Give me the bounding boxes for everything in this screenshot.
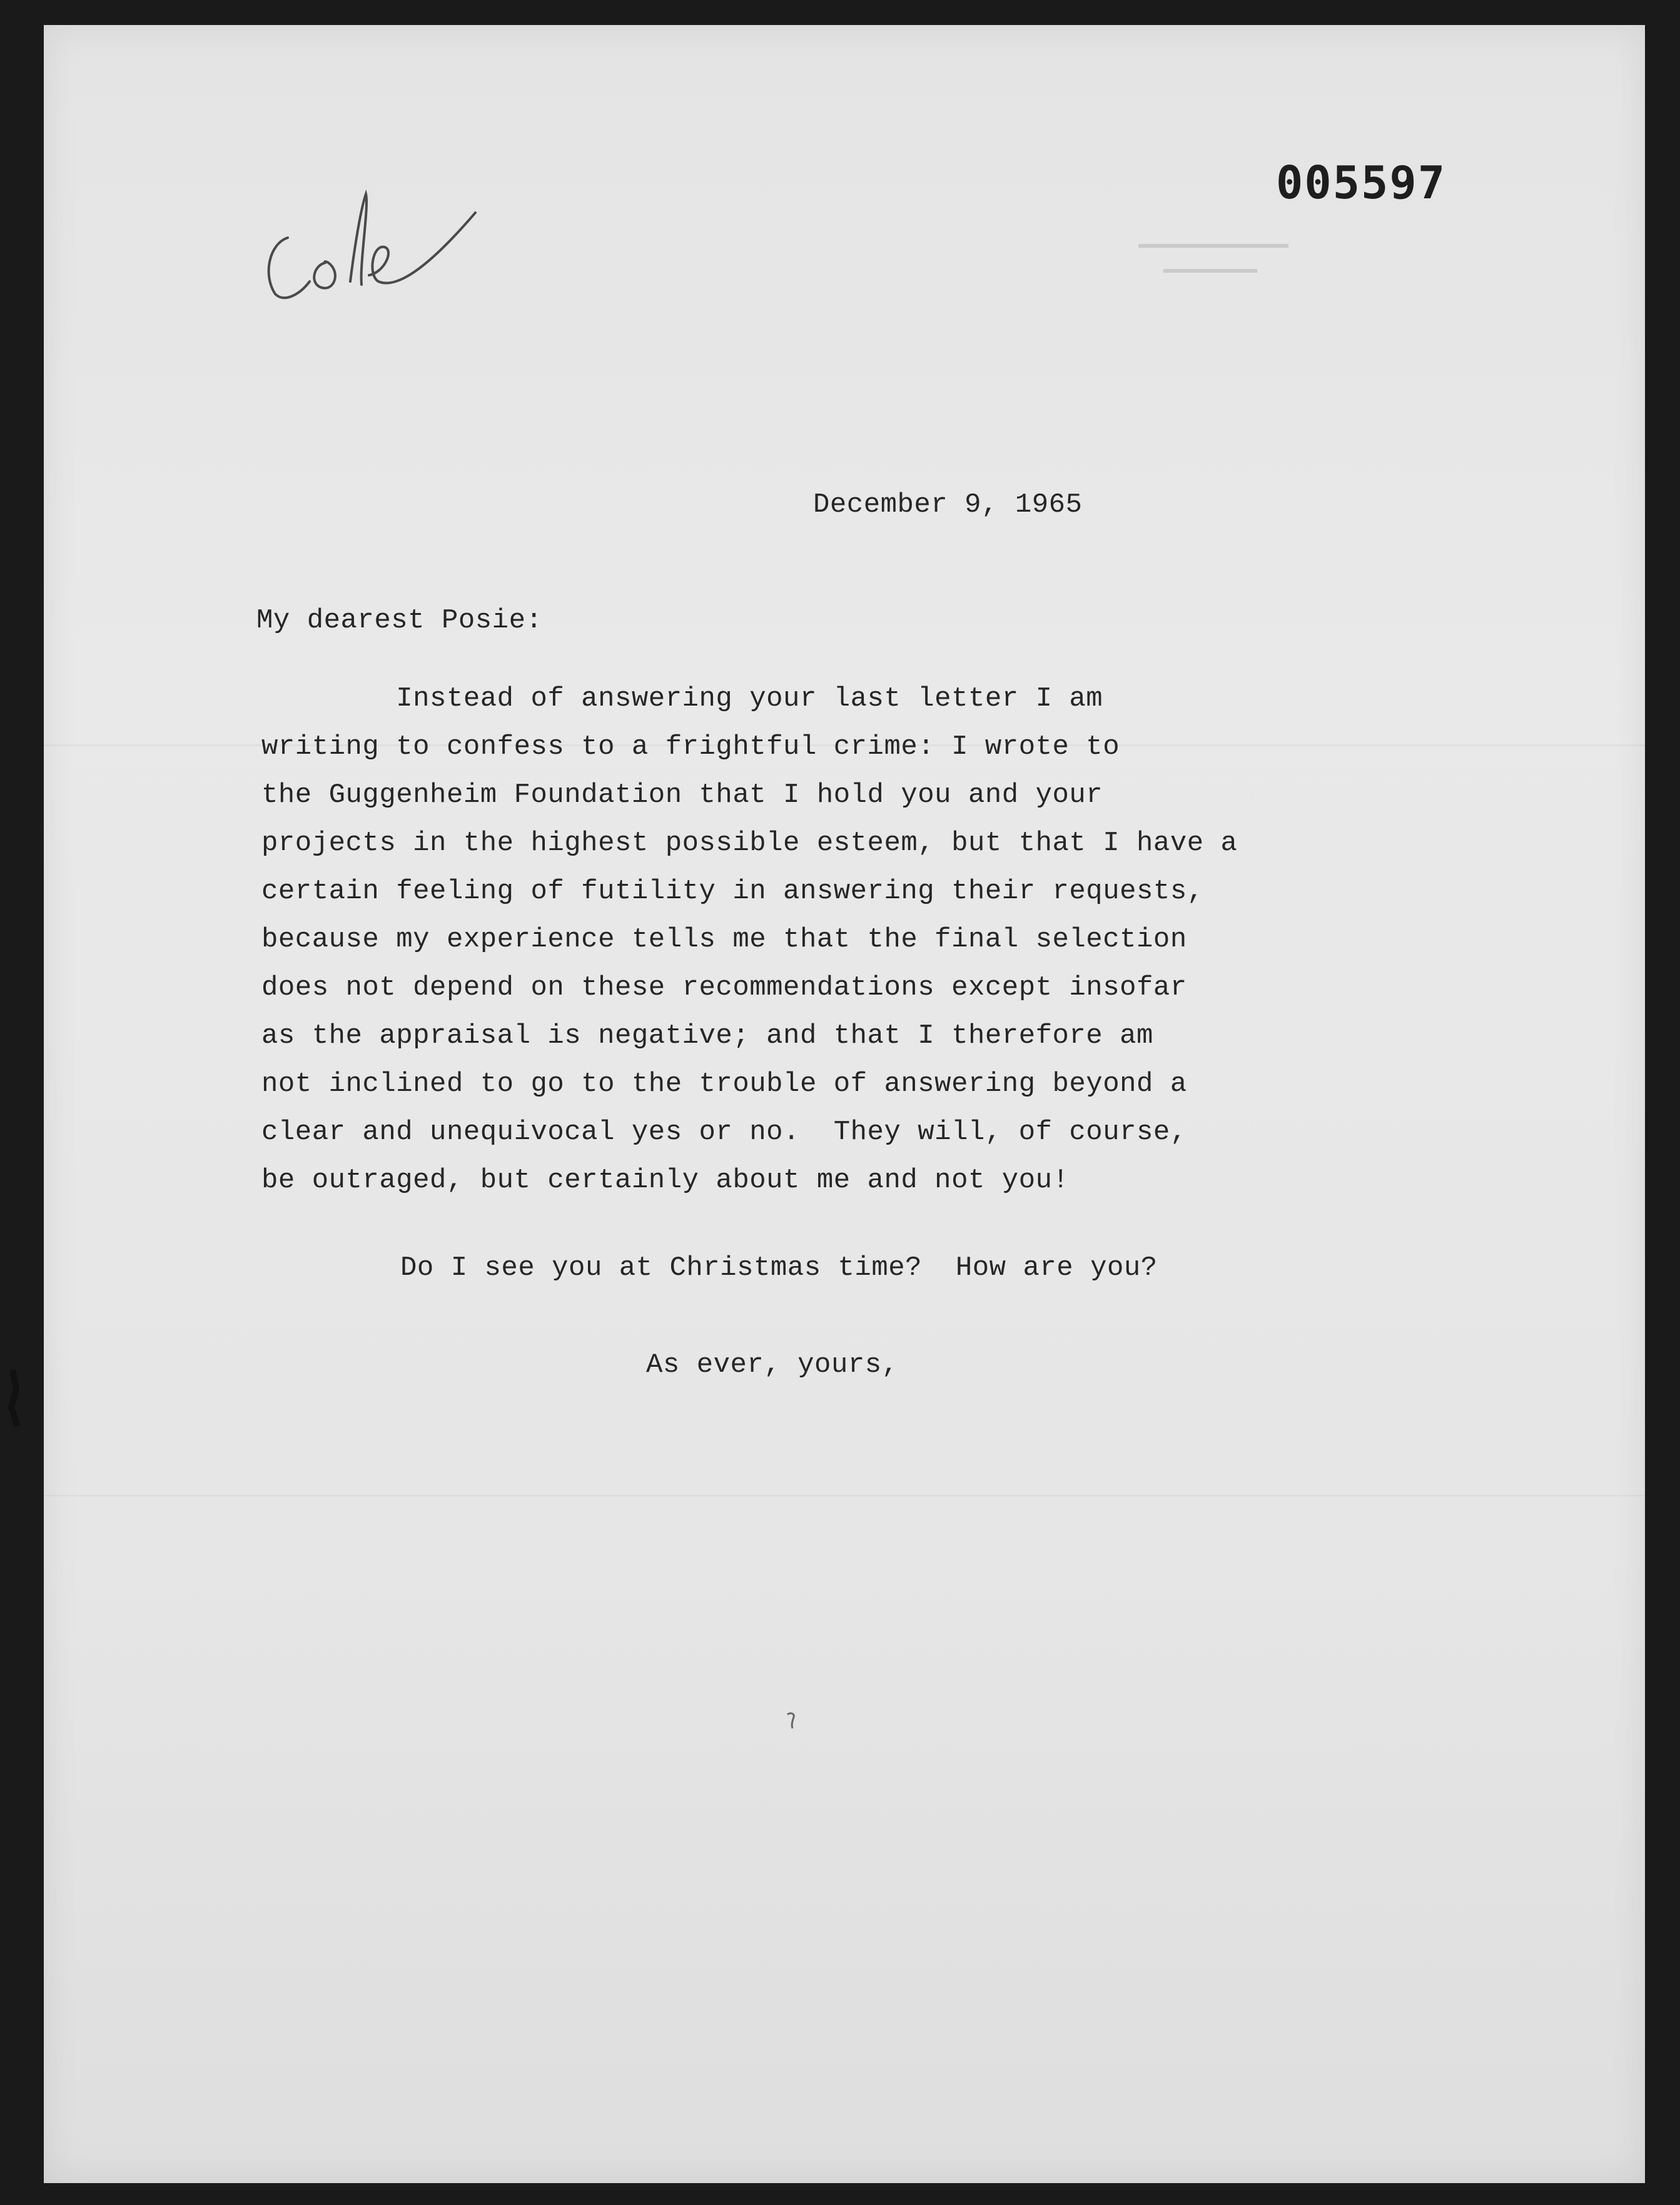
letter-date: December 9, 1965 (813, 489, 1083, 520)
paragraph2: Do I see you at Christmas time? How are you? (400, 1252, 1158, 1284)
edge-ink-mark (0, 1364, 25, 1439)
paper-sheet (44, 25, 1645, 2183)
paragraph1-line: projects in the highest possible esteem, but that I have a (261, 828, 1238, 859)
paragraph1-line: clear and unequivocal yes or no. They will, of course, (261, 1117, 1187, 1148)
bleed-through-marks (1138, 241, 1301, 291)
letter-salutation: My dearest Posie: (256, 605, 543, 636)
paragraph1-line: not inclined to go to the trouble of answering beyond a (261, 1068, 1187, 1100)
handwritten-signature-cole (250, 169, 500, 313)
paragraph1-line: the Guggenheim Foundation that I hold you and your (261, 779, 1103, 811)
letter-closing: As ever, yours, (646, 1349, 899, 1381)
paragraph1-line: does not depend on these recommendations except insofar (261, 972, 1187, 1003)
paragraph1-line: because my experience tells me that the final selection (261, 924, 1187, 955)
document-number: 005597 (1276, 156, 1447, 209)
paragraph1-line: as the appraisal is negative; and that I therefore am (261, 1020, 1153, 1052)
paper-crease (44, 1495, 1645, 1496)
paragraph1-line: be outraged, but certainly about me and not you! (261, 1165, 1070, 1196)
paragraph1-line: writing to confess to a frightful crime: I wrote to (261, 731, 1120, 763)
paragraph1-line: Instead of answering your last letter I am (261, 683, 1103, 714)
ink-speck-mark (785, 1711, 797, 1730)
paragraph1-line: certain feeling of futility in answering their requests, (261, 876, 1204, 907)
